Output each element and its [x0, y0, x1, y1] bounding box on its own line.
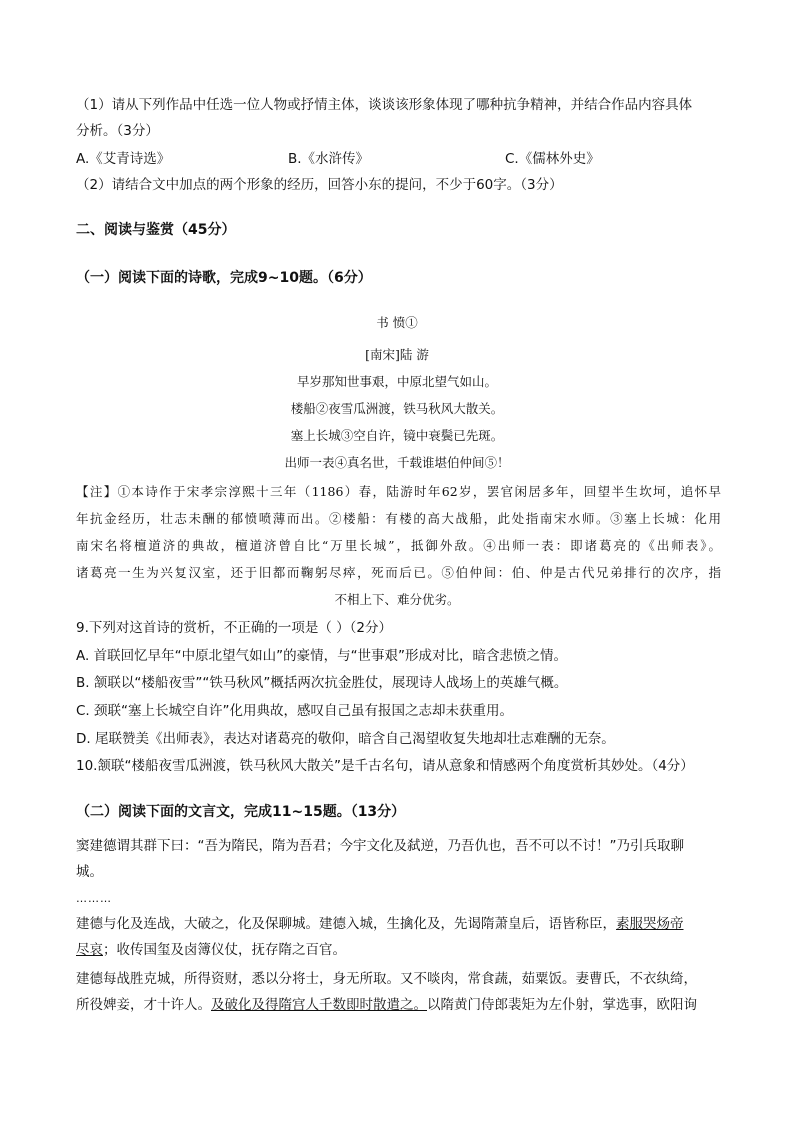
poem-line: 出师一表④真名世，千载谁堪伯仲间⑤！: [284, 455, 510, 470]
underlined-sentence: 素服哭炀帝: [616, 916, 684, 932]
poem-note-line: 不相上下、难分优劣。: [334, 592, 460, 607]
poem-note-line: 南宋名将檀道济的典故，檀道济曾自比“万里长城”，抵御外敌。④出师一表：即诸葛亮的《出师表》。: [76, 538, 721, 553]
classical-p2-text: ；收传国玺及卤簿仪仗，抚存隋之百官。: [103, 942, 346, 958]
underlined-sentence: 及破化及得隋宫人千数即时散遣之。: [211, 997, 427, 1013]
q9-option-d: D. 尾联赞美《出师表》，表达对诸葛亮的敬仰，暗含自己渴望收复失地却壮志难酬的无奈。: [76, 731, 615, 747]
q9-option-a: A. 首联回忆早年“中原北望气如山”的豪情，与“世事艰”形成对比，暗含悲愤之情。: [76, 648, 568, 664]
poem-note-line: 【注】①本诗作于宋孝宗淳熙十三年（1186）春，陆游时年62岁，罢官闲居多年，回望半生坎坷，追怀早: [76, 484, 721, 499]
classical-p2-line1: [76, 914, 684, 934]
poem-note-line: 年抗金经历，壮志未酬的郁愤喷薄而出。②楼船：有楼的高大战船，此处指南宋水师。③塞上长城：化用: [76, 511, 721, 526]
underlined-sentence: 尽哀: [76, 942, 103, 958]
poem-section-title: （一）阅读下面的诗歌，完成9~10题。（6分）: [76, 270, 372, 286]
q8-part1-line2: 分析。（3分）: [76, 123, 159, 139]
q8-part1-line1: （1）请从下列作品中任选一位人物或抒情主体，谈谈该形象体现了哪种抗争精神，并结合作品内容具体: [76, 97, 693, 113]
classical-p2-text: 建德与化及连战，大破之，化及保聊城。建德入城，生擒化及，先谒隋萧皇后，语皆称臣，: [76, 916, 616, 932]
classical-p1-line2: 城。: [76, 864, 103, 880]
poem-title: 书 愤①: [376, 315, 418, 330]
ellipsis: ………: [76, 892, 112, 905]
poem-author: [南宋]陆 游: [365, 347, 429, 362]
q8-option-c: C.《儒林外史》: [505, 151, 600, 167]
poem-note-line: 诸葛亮一生为兴复汉室，还于旧都而鞠躬尽瘁，死而后已。⑤伯仲间：伯、仲是古代兄弟排行的次序，指: [76, 565, 721, 580]
classical-p3-line1: 建德每战胜克城，所得资财，悉以分将士，身无所取。又不啖肉，常食蔬，茹粟饭。妻曹氏，不衣纨绮，: [76, 971, 697, 987]
question-10: 10.颔联“楼船夜雪瓜洲渡，铁马秋风大散关”是千古名句，请从意象和情感两个角度赏析其妙处。（4分）: [76, 758, 694, 774]
q9-option-c: C. 颈联“塞上长城空自许”化用典故，感叹自己虽有报国之志却未获重用。: [76, 703, 513, 719]
q9-option-b: B. 颔联以“楼船夜雪”“铁马秋风”概括两次抗金胜仗，展现诗人战场上的英雄气概。: [76, 675, 568, 691]
classical-p3-line2: [76, 995, 697, 1015]
poem-line: 塞上长城③空自许，镜中衰鬓已先斑。: [290, 428, 504, 443]
q8-option-b: B.《水浒传》: [288, 151, 370, 167]
section-heading: 二、阅读与鉴赏（45分）: [76, 222, 236, 238]
q8-part2: （2）请结合文中加点的两个形象的经历，回答小东的提问，不少于60字。（3分）: [76, 177, 563, 193]
classical-p1-line1: 窦建德谓其群下曰：“吾为隋民，隋为吾君；今宇文化及弑逆，乃吾仇也，吾不可以不讨！”乃引兵取聊: [76, 838, 684, 854]
classical-p2-line2: [76, 940, 346, 960]
poem-line: 楼船②夜雪瓜洲渡，铁马秋风大散关。: [290, 401, 504, 416]
question-9: 9.下列对这首诗的赏析，不正确的一项是（ ）（2分）: [76, 620, 393, 636]
poem-line: 早岁那知世事艰，中原北望气如山。: [296, 374, 497, 389]
classical-p3-text: 以隋黄门侍郎裴矩为左仆射，掌选事，欧阳询: [427, 997, 697, 1013]
classical-p3-text: 所役婢妾，才十许人。: [76, 997, 211, 1013]
q8-option-a: A.《艾青诗选》: [76, 151, 171, 167]
classical-section-title: （二）阅读下面的文言文，完成11~15题。（13分）: [76, 804, 406, 820]
